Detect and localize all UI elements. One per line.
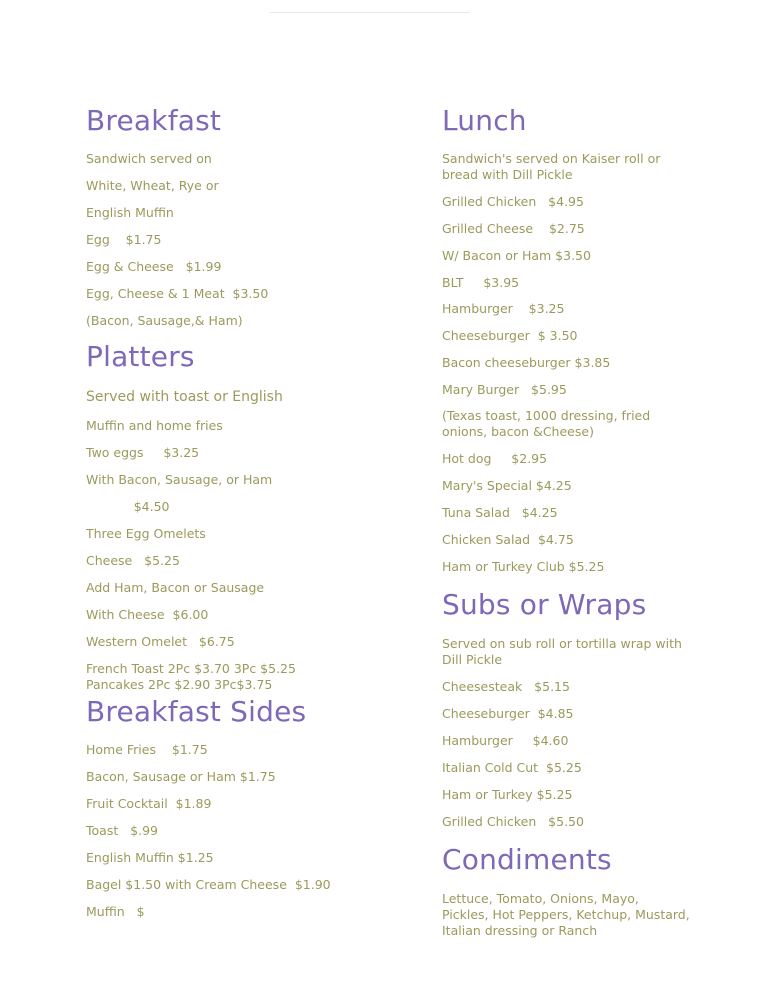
condiments-list: Lettuce, Tomato, Onions, Mayo, Pickles, Hot Peppers, Ketchup, Mustard, Italian dressing or Ranch — [442, 891, 690, 938]
menu-line: Cheeseburger $4.85 — [442, 706, 574, 721]
menu-line: Tuna Salad $4.25 — [442, 505, 558, 520]
menu-line: (Texas toast, 1000 dressing, fried onions, bacon &Cheese) — [442, 408, 651, 439]
menu-line: Western Omelet $6.75 — [86, 634, 235, 649]
left-column — [86, 103, 416, 933]
menu-line: Egg & Cheese $1.99 — [86, 259, 222, 274]
menu-line: Egg $1.75 — [86, 232, 162, 247]
menu-line: Hamburger $4.60 — [442, 733, 569, 748]
condiments-heading: Condiments — [442, 843, 612, 876]
menu-line: BLT $3.95 — [442, 275, 520, 290]
menu-line: Sandwich served on — [86, 151, 212, 166]
menu-line: Hamburger $3.25 — [442, 301, 565, 316]
menu-line: W/ Bacon or Ham $3.50 — [442, 248, 591, 263]
menu-line: Ham or Turkey $5.25 — [442, 787, 573, 802]
menu-line: Bagel $1.50 with Cream Cheese $1.90 — [86, 877, 331, 892]
right-column — [442, 103, 752, 943]
menu-line: Egg, Cheese & 1 Meat $3.50 — [86, 286, 269, 301]
breakfast-heading: Breakfast — [86, 104, 222, 137]
menu-line: Served with toast or English — [86, 389, 283, 405]
menu-line: Bacon, Sausage or Ham $1.75 — [86, 769, 276, 784]
menu-line: Grilled Cheese $2.75 — [442, 221, 585, 236]
menu-line: $4.50 — [86, 499, 170, 514]
menu-line: English Muffin $1.25 — [86, 850, 214, 865]
menu-line: Mary's Special $4.25 — [442, 478, 572, 493]
breakfast-sides-heading: Breakfast Sides — [86, 695, 307, 728]
subs-heading: Subs or Wraps — [442, 588, 647, 621]
menu-line: Chicken Salad $4.75 — [442, 532, 574, 547]
menu-line: Sandwich's served on Kaiser roll or bread with Dill Pickle — [442, 151, 661, 182]
menu-line: Two eggs $3.25 — [86, 445, 200, 460]
menu-line: English Muffin — [86, 205, 174, 220]
menu-line: (Bacon, Sausage,& Ham) — [86, 313, 243, 328]
lunch-heading: Lunch — [442, 104, 527, 137]
menu-line: Hot dog $2.95 — [442, 451, 548, 466]
menu-line: Fruit Cocktail $1.89 — [86, 796, 212, 811]
platters-heading: Platters — [86, 340, 195, 373]
menu-line: Grilled Chicken $4.95 — [442, 194, 584, 209]
menu-line: Ham or Turkey Club $5.25 — [442, 559, 605, 574]
menu-line: Cheesesteak $5.15 — [442, 679, 570, 694]
menu-line: Muffin and home fries — [86, 418, 223, 433]
menu-line: French Toast 2Pc $3.70 3Pc $5.25 — [86, 661, 296, 676]
scan-artifact — [270, 12, 470, 13]
menu-line: Grilled Chicken $5.50 — [442, 814, 584, 829]
menu-line: Served on sub roll or tortilla wrap with Dill Pickle — [442, 636, 682, 667]
menu-line: Italian Cold Cut $5.25 — [442, 760, 582, 775]
menu-line: Muffin $ — [86, 904, 145, 919]
menu-line: With Bacon, Sausage, or Ham — [86, 472, 273, 487]
menu-line: Bacon cheeseburger $3.85 — [442, 355, 611, 370]
menu-line: Home Fries $1.75 — [86, 742, 208, 757]
menu-line: White, Wheat, Rye or — [86, 178, 219, 193]
menu-line: Toast $.99 — [86, 823, 158, 838]
menu-line: Add Ham, Bacon or Sausage — [86, 580, 265, 595]
menu-line: Three Egg Omelets — [86, 526, 206, 541]
menu-line: Pancakes 2Pc $2.90 3Pc$3.75 — [86, 677, 273, 692]
menu-line: Mary Burger $5.95 — [442, 382, 567, 397]
menu-line: Cheeseburger $ 3.50 — [442, 328, 578, 343]
menu-line: With Cheese $6.00 — [86, 607, 209, 622]
menu-line: Cheese $5.25 — [86, 553, 180, 568]
